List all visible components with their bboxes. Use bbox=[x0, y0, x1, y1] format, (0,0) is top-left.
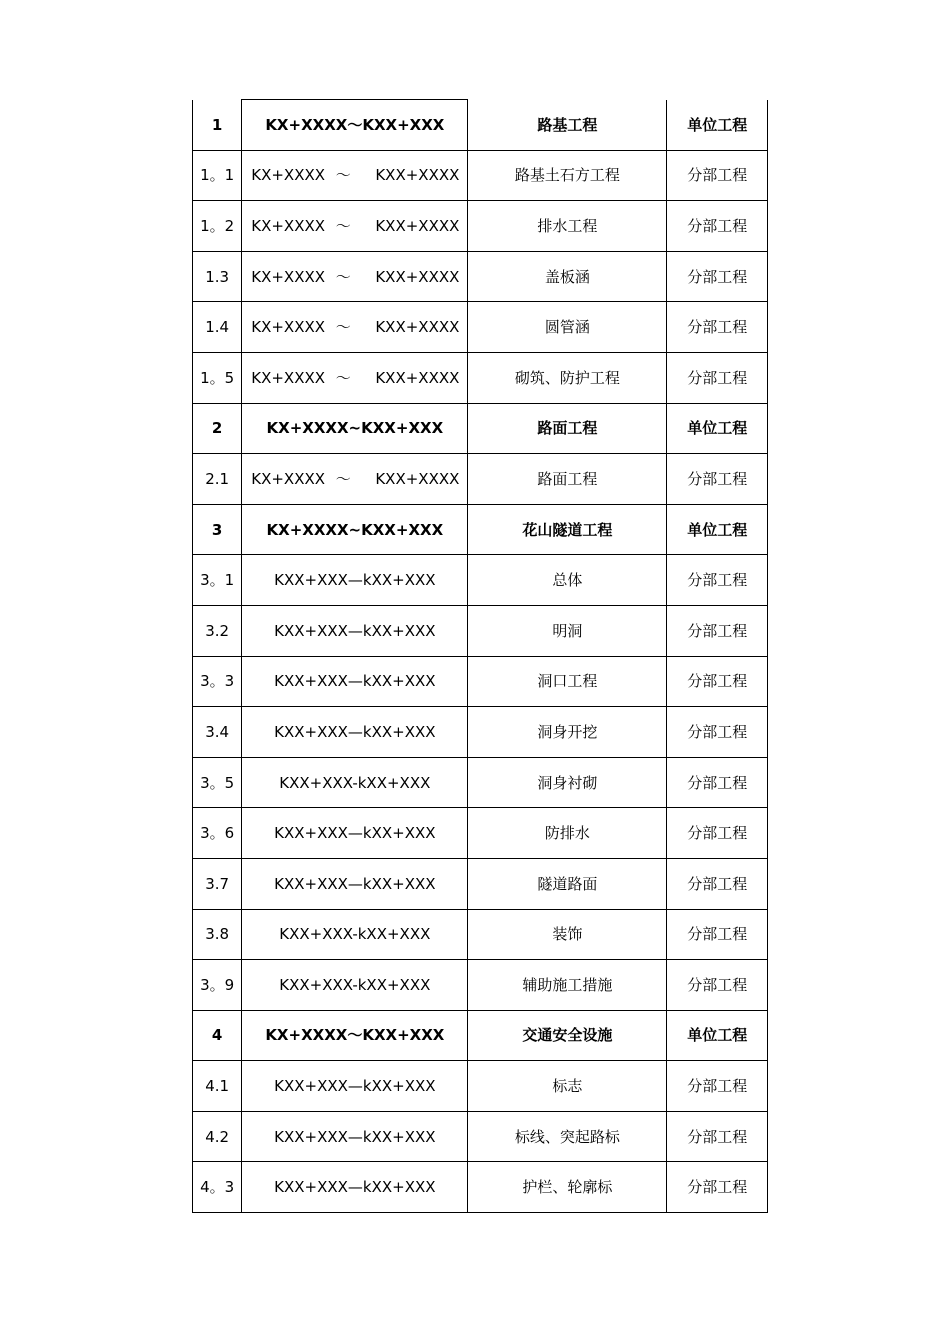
row-number: 1。2 bbox=[193, 201, 242, 252]
mileage-range: KX+XXXX～KXX+XXX bbox=[242, 100, 468, 151]
range-end: KXX+XXXX bbox=[375, 368, 460, 387]
project-type: 单位工程 bbox=[667, 403, 768, 454]
table-row bbox=[193, 808, 768, 859]
row-number: 2.1 bbox=[193, 454, 242, 505]
mileage-range bbox=[242, 251, 468, 302]
project-name: 装饰 bbox=[468, 909, 667, 960]
project-name: 花山隧道工程 bbox=[468, 504, 667, 555]
project-name: 总体 bbox=[468, 555, 667, 606]
project-type: 分部工程 bbox=[667, 1061, 768, 1112]
mileage-range: KXX+XXX—kXX+XXX bbox=[242, 858, 468, 909]
table-row bbox=[193, 403, 768, 454]
mileage-range bbox=[242, 352, 468, 403]
project-name: 洞口工程 bbox=[468, 656, 667, 707]
project-type: 分部工程 bbox=[667, 454, 768, 505]
row-number: 4.2 bbox=[193, 1111, 242, 1162]
project-type: 分部工程 bbox=[667, 707, 768, 758]
project-type: 分部工程 bbox=[667, 1111, 768, 1162]
mileage-range: KXX+XXX-kXX+XXX bbox=[242, 960, 468, 1011]
project-type: 分部工程 bbox=[667, 1162, 768, 1213]
table-body bbox=[193, 100, 768, 1213]
mileage-range: KXX+XXX—kXX+XXX bbox=[242, 808, 468, 859]
mileage-range: KX+XXXX～KXX+XXX bbox=[242, 1010, 468, 1061]
project-type: 分部工程 bbox=[667, 555, 768, 606]
project-type: 分部工程 bbox=[667, 909, 768, 960]
row-number: 3。6 bbox=[193, 808, 242, 859]
table-row bbox=[193, 1162, 768, 1213]
table-row bbox=[193, 100, 768, 151]
project-name: 护栏、轮廓标 bbox=[468, 1162, 667, 1213]
range-separator: ～ bbox=[335, 267, 351, 286]
row-number: 3.7 bbox=[193, 858, 242, 909]
mileage-range: KXX+XXX-kXX+XXX bbox=[242, 909, 468, 960]
project-name: 盖板涵 bbox=[468, 251, 667, 302]
table-row bbox=[193, 1111, 768, 1162]
row-number: 1。5 bbox=[193, 352, 242, 403]
table-row bbox=[193, 201, 768, 252]
row-number: 3。5 bbox=[193, 757, 242, 808]
range-start: KX+XXXX bbox=[251, 216, 326, 235]
project-name: 洞身开挖 bbox=[468, 707, 667, 758]
row-number: 3。1 bbox=[193, 555, 242, 606]
project-name: 防排水 bbox=[468, 808, 667, 859]
table-row bbox=[193, 757, 768, 808]
mileage-range bbox=[242, 302, 468, 353]
table-row bbox=[193, 1010, 768, 1061]
mileage-range: KXX+XXX—kXX+XXX bbox=[242, 555, 468, 606]
project-division-table bbox=[192, 99, 768, 1213]
mileage-range: KX+XXXX~KXX+XXX bbox=[242, 403, 468, 454]
project-type: 分部工程 bbox=[667, 605, 768, 656]
range-separator: ～ bbox=[335, 469, 351, 488]
row-number: 4.1 bbox=[193, 1061, 242, 1112]
row-number: 2 bbox=[193, 403, 242, 454]
table-row bbox=[193, 656, 768, 707]
project-name: 标志 bbox=[468, 1061, 667, 1112]
table-row bbox=[193, 302, 768, 353]
range-start: KX+XXXX bbox=[251, 469, 326, 488]
project-type: 分部工程 bbox=[667, 960, 768, 1011]
project-type: 分部工程 bbox=[667, 808, 768, 859]
range-separator: ～ bbox=[335, 216, 351, 235]
mileage-range: KXX+XXX—kXX+XXX bbox=[242, 707, 468, 758]
row-number: 1。1 bbox=[193, 150, 242, 201]
mileage-range: KXX+XXX—kXX+XXX bbox=[242, 1111, 468, 1162]
project-type: 分部工程 bbox=[667, 201, 768, 252]
row-number: 1.4 bbox=[193, 302, 242, 353]
mileage-range: KXX+XXX—kXX+XXX bbox=[242, 605, 468, 656]
row-number: 3。3 bbox=[193, 656, 242, 707]
range-separator: ～ bbox=[335, 166, 351, 185]
mileage-range bbox=[242, 150, 468, 201]
table-row bbox=[193, 605, 768, 656]
project-type: 分部工程 bbox=[667, 352, 768, 403]
mileage-range: KXX+XXX-kXX+XXX bbox=[242, 757, 468, 808]
range-end: KXX+XXXX bbox=[375, 267, 460, 286]
range-start: KX+XXXX bbox=[251, 267, 326, 286]
mileage-range: KXX+XXX—kXX+XXX bbox=[242, 656, 468, 707]
project-name: 交通安全设施 bbox=[468, 1010, 667, 1061]
project-name: 路面工程 bbox=[468, 454, 667, 505]
project-name: 明洞 bbox=[468, 605, 667, 656]
mileage-range: KX+XXXX~KXX+XXX bbox=[242, 504, 468, 555]
range-end: KXX+XXXX bbox=[375, 216, 460, 235]
table-row bbox=[193, 555, 768, 606]
table-row bbox=[193, 504, 768, 555]
mileage-range: KXX+XXX—kXX+XXX bbox=[242, 1061, 468, 1112]
project-name: 隧道路面 bbox=[468, 858, 667, 909]
range-end: KXX+XXXX bbox=[375, 166, 460, 185]
table-row bbox=[193, 352, 768, 403]
range-start: KX+XXXX bbox=[251, 368, 326, 387]
table-row bbox=[193, 454, 768, 505]
mileage-range bbox=[242, 454, 468, 505]
range-separator: ～ bbox=[335, 318, 351, 337]
project-name: 辅助施工措施 bbox=[468, 960, 667, 1011]
project-name: 排水工程 bbox=[468, 201, 667, 252]
project-type: 分部工程 bbox=[667, 757, 768, 808]
table-row bbox=[193, 707, 768, 758]
table-row bbox=[193, 251, 768, 302]
project-name: 路基土石方工程 bbox=[468, 150, 667, 201]
range-separator: ～ bbox=[335, 368, 351, 387]
project-name: 路基工程 bbox=[468, 100, 667, 151]
table-row bbox=[193, 858, 768, 909]
project-type: 单位工程 bbox=[667, 100, 768, 151]
mileage-range: KXX+XXX—kXX+XXX bbox=[242, 1162, 468, 1213]
project-type: 分部工程 bbox=[667, 251, 768, 302]
project-type: 分部工程 bbox=[667, 858, 768, 909]
range-end: KXX+XXXX bbox=[375, 318, 460, 337]
project-type: 分部工程 bbox=[667, 656, 768, 707]
row-number: 3.2 bbox=[193, 605, 242, 656]
range-start: KX+XXXX bbox=[251, 318, 326, 337]
project-name: 标线、突起路标 bbox=[468, 1111, 667, 1162]
mileage-range bbox=[242, 201, 468, 252]
table-row bbox=[193, 1061, 768, 1112]
range-end: KXX+XXXX bbox=[375, 469, 460, 488]
row-number: 3。9 bbox=[193, 960, 242, 1011]
project-type: 单位工程 bbox=[667, 504, 768, 555]
row-number: 3.4 bbox=[193, 707, 242, 758]
row-number: 1.3 bbox=[193, 251, 242, 302]
project-name: 路面工程 bbox=[468, 403, 667, 454]
project-type: 分部工程 bbox=[667, 150, 768, 201]
range-start: KX+XXXX bbox=[251, 166, 326, 185]
row-number: 3 bbox=[193, 504, 242, 555]
project-type: 分部工程 bbox=[667, 302, 768, 353]
project-name: 洞身衬砌 bbox=[468, 757, 667, 808]
table-row bbox=[193, 909, 768, 960]
project-type: 单位工程 bbox=[667, 1010, 768, 1061]
row-number: 4。3 bbox=[193, 1162, 242, 1213]
row-number: 3.8 bbox=[193, 909, 242, 960]
project-name: 砌筑、防护工程 bbox=[468, 352, 667, 403]
row-number: 4 bbox=[193, 1010, 242, 1061]
table-row bbox=[193, 960, 768, 1011]
table-row bbox=[193, 150, 768, 201]
row-number: 1 bbox=[193, 100, 242, 151]
project-name: 圆管涵 bbox=[468, 302, 667, 353]
